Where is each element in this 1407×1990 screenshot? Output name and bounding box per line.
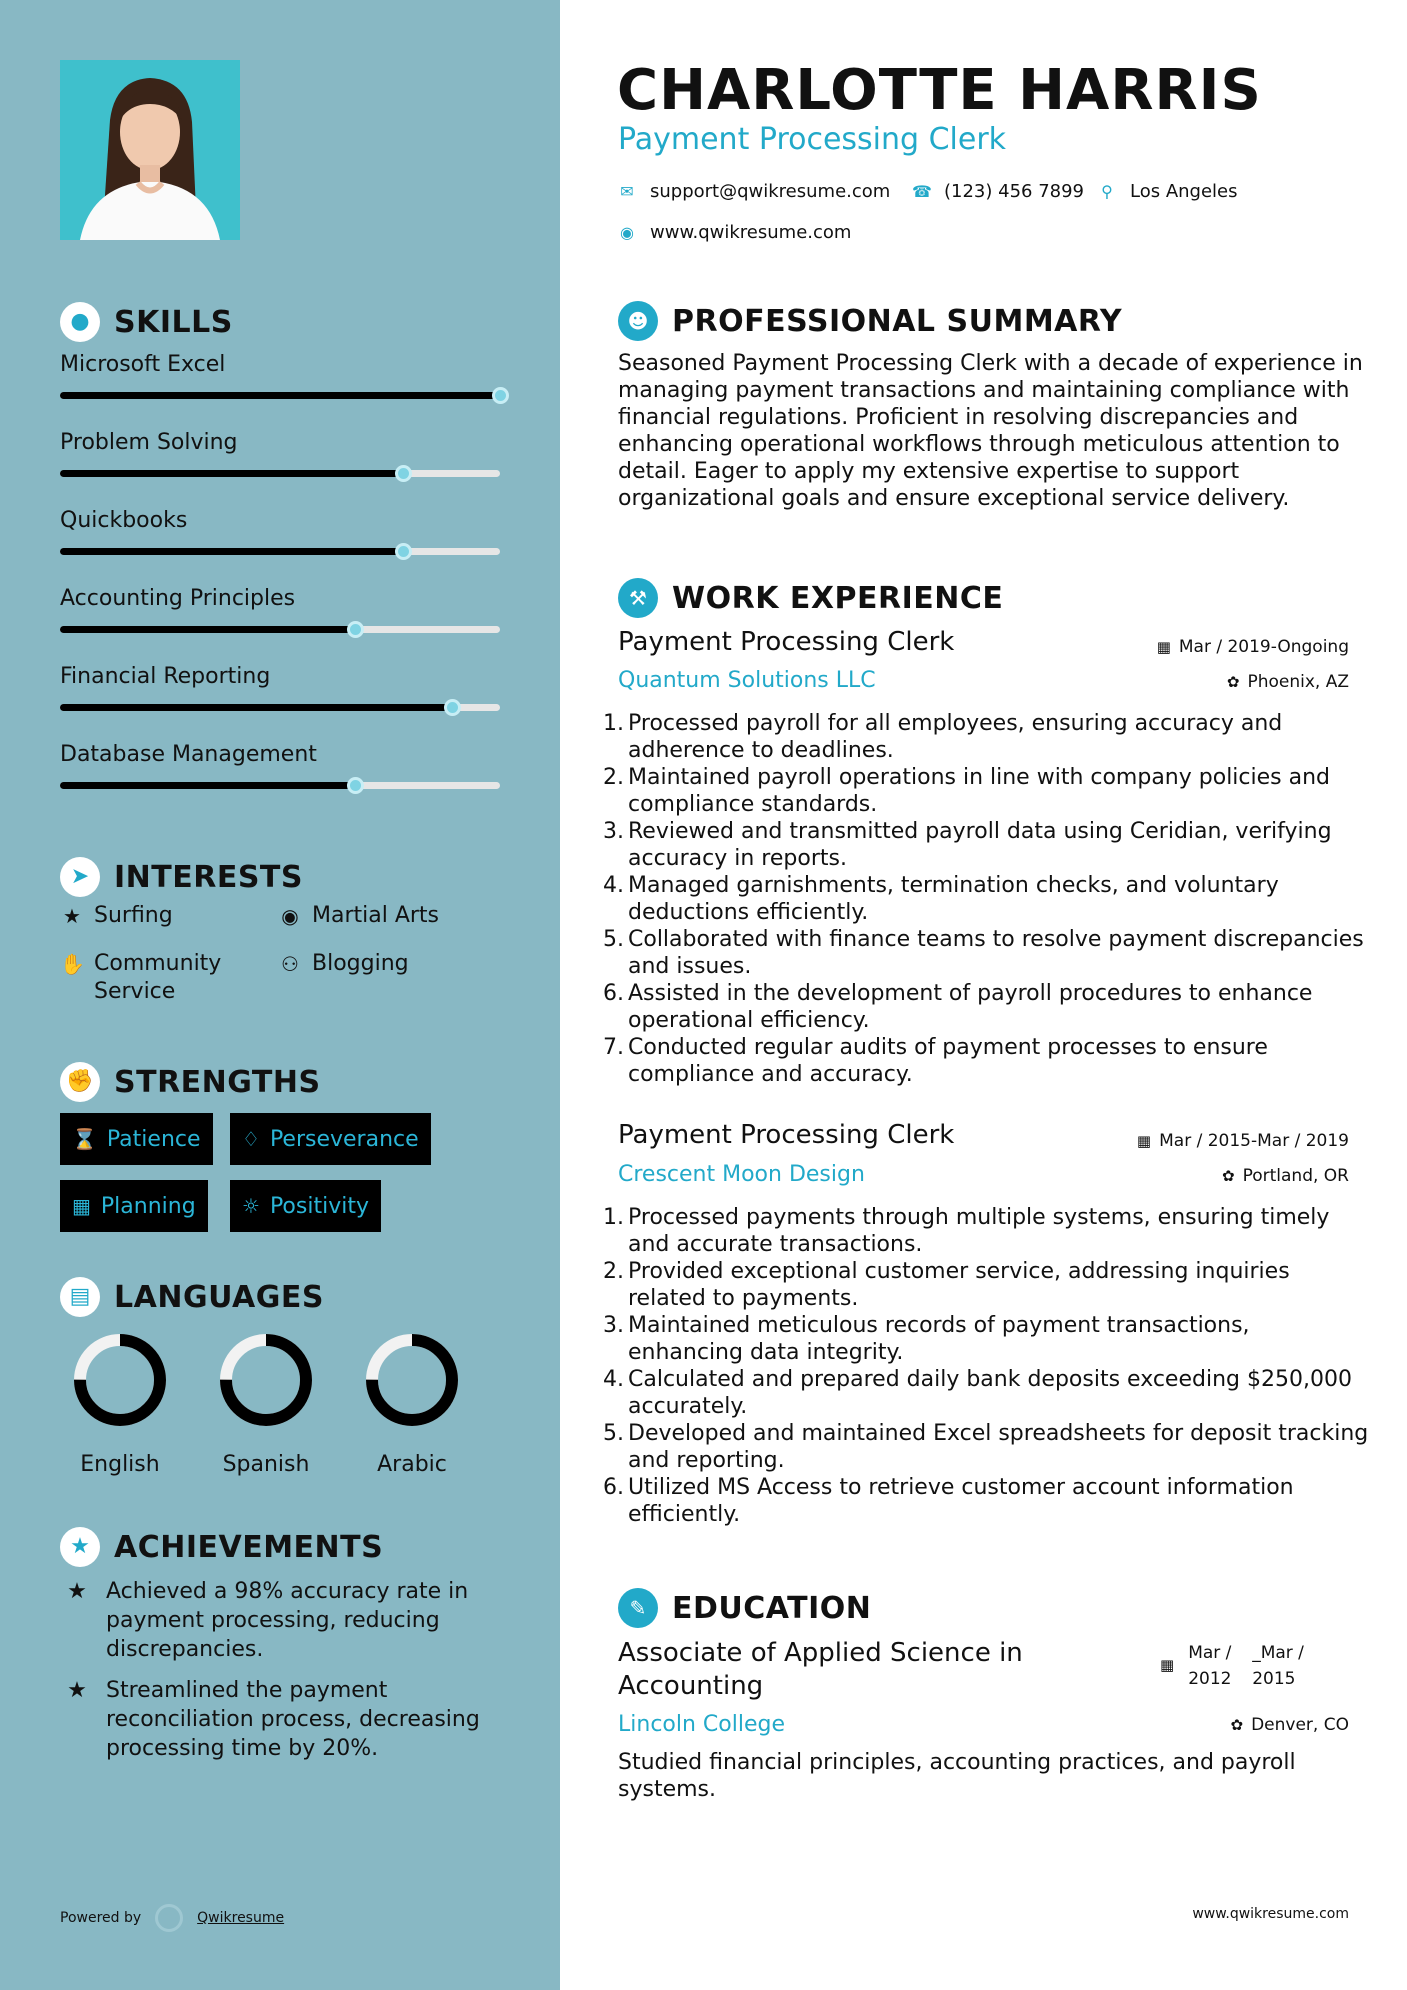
job-bullet: 6. Assisted in the development of payroll procedures to enhance operational efficiency.: [600, 980, 1370, 1034]
skill-item: [60, 664, 500, 689]
hourglass-icon: ⌛: [72, 1127, 97, 1151]
job-title: Payment Processing Clerk: [618, 627, 955, 657]
skill-bar: [60, 782, 500, 789]
email-text[interactable]: support@qwikresume.com: [650, 181, 891, 202]
interest-item: [278, 950, 409, 978]
award-star-icon: ★: [67, 1678, 87, 1703]
strength-chip: [230, 1180, 381, 1232]
candidate-name: CHARLOTTE HARRIS: [617, 58, 1262, 123]
skill-bar: [60, 704, 500, 711]
interest-label: Surfing: [94, 903, 173, 928]
achievement-text: Achieved a 98% accuracy rate in payment processing, reducing discrepancies.: [106, 1579, 469, 1662]
skill-bar-knob: [395, 465, 412, 482]
job-company: Crescent Moon Design: [618, 1162, 865, 1187]
language-ring: [218, 1332, 314, 1428]
hand-icon: ✋: [60, 952, 85, 976]
summary-text: Seasoned Payment Processing Clerk with a decade of experience in managing payment transactions and maintaining compliance with financial regulations. Proficient in resolving discrepancies and enhancing operational workflows through meticulous attention to detail. Eager to apply my extensive expertise to support organizational goals and ensure exceptional service delivery.: [618, 351, 1363, 511]
strength-chip: [60, 1113, 213, 1165]
strength-label: Patience: [106, 1126, 201, 1152]
skill-bar: [60, 470, 500, 477]
skill-label: Financial Reporting: [60, 664, 271, 689]
education-description: Studied financial principles, accounting practices, and payroll systems.: [618, 1750, 1296, 1802]
skill-bar-fill: [60, 704, 452, 711]
qwikresume-link[interactable]: Qwikresume: [197, 1910, 285, 1926]
job-location-text: Phoenix, AZ: [1247, 672, 1349, 692]
job-date-text: Mar / 2015-Mar / 2019: [1159, 1131, 1349, 1151]
location-text: Los Angeles: [1130, 181, 1238, 202]
star-icon: ★: [63, 904, 81, 928]
qwikresume-logo-icon: [155, 1904, 183, 1932]
language-label: Arabic: [377, 1452, 447, 1477]
website-text[interactable]: www.qwikresume.com: [650, 222, 852, 243]
job-bullet-text: Collaborated with finance teams to resolve payment discrepancies and issues.: [628, 927, 1364, 979]
globe-icon: ◉: [281, 904, 299, 928]
skill-bar-knob: [347, 621, 364, 638]
skill-bar-fill: [60, 626, 355, 633]
achievement-item: [60, 1577, 510, 1664]
skill-bar-fill: [60, 470, 403, 477]
envelope-icon: ✉: [620, 182, 634, 201]
interest-item: [60, 950, 260, 1006]
job-bullet: 1. Processed payroll for all employees, ensuring accuracy and adherence to deadlines.: [600, 710, 1370, 764]
powered-by-label: Powered by: [60, 1910, 142, 1926]
skill-label: Database Management: [60, 742, 317, 767]
languages-header: [60, 1277, 324, 1317]
profile-photo: [60, 60, 240, 240]
pushpin-icon: ✿: [1226, 673, 1240, 691]
skill-label: Problem Solving: [60, 430, 238, 455]
job-bullets: [600, 1204, 1370, 1528]
strengths-header: [60, 1062, 321, 1102]
education-header: [618, 1588, 871, 1628]
powered-by: [60, 1904, 284, 1932]
interest-item: [60, 902, 173, 930]
achievement-text: Streamlined the payment reconciliation process, decreasing processing time by 20%.: [106, 1678, 480, 1761]
job-bullet: 4. Managed garnishments, termination checks, and voluntary deductions efficiently.: [600, 872, 1370, 926]
sun-icon: ☼: [242, 1194, 260, 1218]
education-title: EDUCATION: [672, 1590, 872, 1626]
job-bullet-text: Processed payroll for all employees, ensuring accuracy and adherence to deadlines.: [628, 711, 1283, 763]
summary-title: PROFESSIONAL SUMMARY: [672, 303, 1123, 339]
skill-item: [60, 508, 500, 533]
language-item: [206, 1332, 326, 1477]
language-item: [60, 1332, 180, 1477]
skill-bar-fill: [60, 782, 355, 789]
skill-item: [60, 586, 500, 611]
job-bullet: 2. Provided exceptional customer service, addressing inquiries related to payments.: [600, 1258, 1370, 1312]
skill-item: [60, 352, 500, 377]
lightbulb-icon: ●: [60, 302, 100, 342]
job-bullet-text: Assisted in the development of payroll procedures to enhance operational efficiency.: [628, 981, 1313, 1033]
language-ring: [72, 1332, 168, 1428]
summary-header: [618, 301, 1122, 341]
job-title: Payment Processing Clerk: [618, 1120, 955, 1150]
user-icon: ☻: [618, 301, 658, 341]
interests-title: INTERESTS: [114, 859, 303, 895]
fist-icon: ✊: [60, 1062, 100, 1102]
languages-title: LANGUAGES: [114, 1279, 324, 1315]
globe-icon: ◉: [620, 223, 634, 242]
job-bullet-text: Maintained payroll operations in line with company policies and compliance standards.: [628, 765, 1331, 817]
job-date: [1137, 1131, 1349, 1151]
contact-location: [1098, 181, 1238, 202]
job-bullet-text: Provided exceptional customer service, addressing inquiries related to payments.: [628, 1259, 1290, 1311]
contact-email[interactable]: [618, 181, 890, 202]
calendar-icon: ▦: [1136, 1132, 1152, 1150]
job-bullet: 5. Developed and maintained Excel spreadsheets for deposit tracking and reporting.: [603, 1421, 1369, 1473]
skill-label: Quickbooks: [60, 508, 188, 533]
skill-bar-fill: [60, 548, 403, 555]
experience-header: [618, 578, 1003, 618]
interest-item: [278, 902, 439, 930]
skill-item: [60, 742, 500, 767]
education-date-end: _Mar / 2015: [1252, 1643, 1304, 1689]
footer-website[interactable]: www.qwikresume.com: [1192, 1906, 1349, 1922]
graduate-icon: ✎: [618, 1588, 658, 1628]
star-badge-icon: ★: [60, 1527, 100, 1567]
contact-phone: [912, 181, 1084, 202]
achievements-header: [60, 1527, 383, 1567]
strength-chip: [60, 1180, 208, 1232]
job-bullet-text: Utilized MS Access to retrieve customer account information efficiently.: [628, 1475, 1294, 1527]
job-bullet: 4. Calculated and prepared daily bank deposits exceeding $250,000 accurately.: [600, 1366, 1370, 1420]
achievements-title: ACHIEVEMENTS: [114, 1529, 384, 1565]
job-bullet: 7. Conducted regular audits of payment processes to ensure compliance and accuracy.: [600, 1034, 1370, 1088]
skill-bar-fill: [60, 392, 500, 399]
sidebar: [0, 0, 560, 1990]
job-location: [1227, 672, 1349, 692]
award-star-icon: ★: [67, 1579, 87, 1604]
language-ring: [364, 1332, 460, 1428]
language-item: [352, 1332, 472, 1477]
job-bullet-text: Reviewed and transmitted payroll data using Ceridian, verifying accuracy in reports.: [628, 819, 1332, 871]
job-bullet-text: Maintained meticulous records of payment transactions, enhancing data integrity.: [628, 1313, 1250, 1365]
skill-label: Microsoft Excel: [60, 352, 226, 377]
interest-label: Community Service: [94, 951, 222, 1004]
job-date: [1157, 637, 1349, 657]
job-date-text: Mar / 2019-Ongoing: [1178, 637, 1349, 657]
calendar-icon: ▦: [1160, 1656, 1175, 1674]
education-date: [1160, 1640, 1308, 1692]
phone-text: (123) 456 7899: [944, 181, 1085, 202]
job-bullets: [600, 710, 1370, 1088]
skill-bar: [60, 548, 500, 555]
job-bullet: 6. Utilized MS Access to retrieve customer account information efficiently.: [600, 1474, 1370, 1528]
job-bullet: 3. Maintained meticulous records of payment transactions, enhancing data integrity.: [600, 1312, 1370, 1366]
main-content: [560, 0, 1407, 1990]
job-bullet-text: Processed payments through multiple systems, ensuring timely and accurate transactions.: [628, 1205, 1330, 1257]
degree-title: Associate of Applied Science in Accounting: [618, 1638, 1023, 1701]
school-name: Lincoln College: [618, 1712, 785, 1737]
job-bullet-text: Calculated and prepared daily bank deposits exceeding $250,000 accurately.: [628, 1367, 1352, 1419]
strengths-title: STRENGTHS: [114, 1064, 321, 1100]
skill-bar: [60, 392, 500, 399]
job-company: Quantum Solutions LLC: [618, 668, 876, 693]
interests-header: [60, 857, 303, 897]
map-pin-icon: ⚲: [1101, 182, 1113, 201]
experience-title: WORK EXPERIENCE: [672, 580, 1004, 616]
skill-item: [60, 430, 500, 455]
language-card-icon: ▤: [60, 1277, 100, 1317]
skill-bar-knob: [347, 777, 364, 794]
skill-bar-knob: [492, 387, 509, 404]
candidate-title: Payment Processing Clerk: [618, 122, 1007, 157]
education-location-text: Denver, CO: [1251, 1715, 1349, 1735]
phone-icon: ☎: [912, 182, 932, 201]
interest-label: Martial Arts: [312, 903, 440, 928]
skill-bar-knob: [395, 543, 412, 560]
job-bullet-text: Conducted regular audits of payment processes to ensure compliance and accuracy.: [628, 1035, 1268, 1087]
strength-chip: [230, 1113, 431, 1165]
skill-bar-knob: [444, 699, 461, 716]
education-date-start: Mar / 2012: [1188, 1643, 1232, 1689]
job-bullet: 2. Maintained payroll operations in line with company policies and compliance standards.: [600, 764, 1370, 818]
job-bullet-text: Managed garnishments, termination checks, and voluntary deductions efficiently.: [628, 873, 1279, 925]
job-bullet: 3. Reviewed and transmitted payroll data using Ceridian, verifying accuracy in reports.: [600, 818, 1370, 872]
calendar-icon: ▦: [72, 1194, 91, 1218]
job-bullet: 1. Processed payments through multiple systems, ensuring timely and accurate transactions.: [600, 1204, 1370, 1258]
achievement-item: [60, 1676, 510, 1763]
language-label: Spanish: [222, 1452, 310, 1477]
paper-plane-icon: ➤: [60, 857, 100, 897]
users-icon: ⚇: [281, 952, 299, 976]
language-label: English: [80, 1452, 160, 1477]
job-bullet: 5. Collaborated with finance teams to resolve payment discrepancies and issues.: [600, 926, 1370, 980]
strength-label: Positivity: [269, 1193, 369, 1219]
job-bullet-text: Developed and maintained Excel spreadsheets for deposit tracking and reporting.: [628, 1421, 1369, 1473]
education-location: [1231, 1715, 1349, 1735]
pushpin-icon: ✿: [1222, 1167, 1235, 1185]
pushpin-icon: ✿: [1230, 1716, 1244, 1734]
strength-label: Planning: [100, 1193, 196, 1219]
binoculars-icon: ♢: [242, 1127, 260, 1151]
briefcase-icon: ⚒: [618, 578, 658, 618]
job-location-text: Portland, OR: [1242, 1166, 1349, 1186]
skill-bar: [60, 626, 500, 633]
job-location: [1222, 1166, 1349, 1186]
strength-label: Perseverance: [269, 1126, 419, 1152]
calendar-icon: ▦: [1156, 638, 1171, 656]
skills-title: SKILLS: [114, 304, 233, 340]
skills-header: [60, 302, 233, 342]
contact-website[interactable]: [618, 222, 851, 243]
interest-label: Blogging: [312, 951, 409, 976]
skill-label: Accounting Principles: [60, 586, 296, 611]
